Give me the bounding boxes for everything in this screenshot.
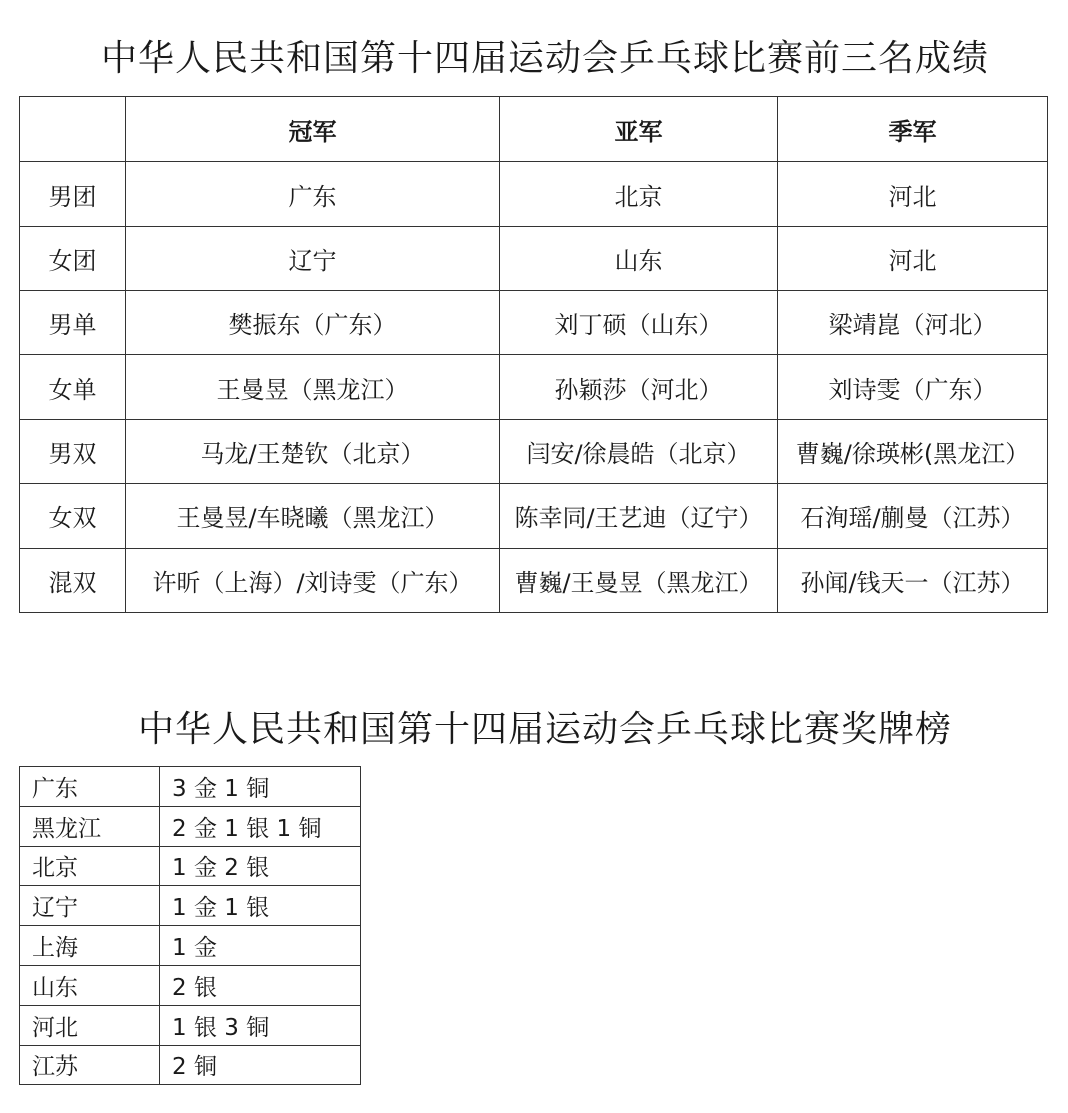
team-cell: 辽宁 bbox=[20, 886, 160, 926]
team-cell: 广东 bbox=[20, 767, 160, 807]
bronze-cell: 梁靖崑（河北） bbox=[778, 291, 1048, 355]
table-row bbox=[20, 926, 361, 966]
header-bronze: 季军 bbox=[778, 97, 1048, 162]
medal-count-cell: 2 铜 bbox=[160, 1045, 361, 1085]
bronze-cell: 曹巍/徐瑛彬(黑龙江） bbox=[778, 419, 1048, 483]
table-row bbox=[20, 419, 1048, 483]
gold-cell: 樊振东（广东） bbox=[126, 291, 500, 355]
bronze-cell: 孙闻/钱天一（江苏） bbox=[778, 548, 1048, 612]
medal-count-cell: 1 金 2 银 bbox=[160, 846, 361, 886]
gold-cell: 王曼昱（黑龙江） bbox=[126, 355, 500, 419]
table-row bbox=[20, 162, 1048, 226]
team-cell: 北京 bbox=[20, 846, 160, 886]
medal-count-cell: 2 金 1 银 1 铜 bbox=[160, 806, 361, 846]
results-header-row bbox=[20, 97, 1048, 162]
gold-cell: 广东 bbox=[126, 162, 500, 226]
silver-cell: 曹巍/王曼昱（黑龙江） bbox=[500, 548, 778, 612]
gold-cell: 马龙/王楚钦（北京） bbox=[126, 419, 500, 483]
event-cell: 女双 bbox=[20, 484, 126, 548]
medal-count-cell: 1 银 3 铜 bbox=[160, 1005, 361, 1045]
medal-count-cell: 1 金 bbox=[160, 926, 361, 966]
event-cell: 男团 bbox=[20, 162, 126, 226]
medals-title: 中华人民共和国第十四届运动会乒乓球比赛奖牌榜 bbox=[137, 709, 952, 750]
table-row bbox=[20, 291, 1048, 355]
bronze-cell: 河北 bbox=[778, 226, 1048, 290]
table-row bbox=[20, 484, 1048, 548]
table-row bbox=[20, 886, 361, 926]
team-cell: 山东 bbox=[20, 965, 160, 1005]
table-row bbox=[20, 1005, 361, 1045]
table-row bbox=[20, 846, 361, 886]
event-cell: 女单 bbox=[20, 355, 126, 419]
bronze-cell: 石洵瑶/蒯曼（江苏） bbox=[778, 484, 1048, 548]
header-event bbox=[20, 97, 126, 162]
silver-cell: 北京 bbox=[500, 162, 778, 226]
gold-cell: 许昕（上海）/刘诗雯（广东） bbox=[126, 548, 500, 612]
event-cell: 男双 bbox=[20, 419, 126, 483]
event-cell: 女团 bbox=[20, 226, 126, 290]
table-row bbox=[20, 806, 361, 846]
silver-cell: 刘丁硕（山东） bbox=[500, 291, 778, 355]
silver-cell: 陈幸同/王艺迪（辽宁） bbox=[500, 484, 778, 548]
header-silver: 亚军 bbox=[500, 97, 778, 162]
table-row bbox=[20, 226, 1048, 290]
team-cell: 上海 bbox=[20, 926, 160, 966]
medals-table bbox=[19, 766, 361, 1085]
medal-count-cell: 1 金 1 银 bbox=[160, 886, 361, 926]
event-cell: 男单 bbox=[20, 291, 126, 355]
table-row bbox=[20, 355, 1048, 419]
team-cell: 黑龙江 bbox=[20, 806, 160, 846]
event-cell: 混双 bbox=[20, 548, 126, 612]
results-title: 中华人民共和国第十四届运动会乒乓球比赛前三名成绩 bbox=[100, 38, 989, 79]
gold-cell: 王曼昱/车晓曦（黑龙江） bbox=[126, 484, 500, 548]
silver-cell: 孙颖莎（河北） bbox=[500, 355, 778, 419]
table-row bbox=[20, 1045, 361, 1085]
silver-cell: 闫安/徐晨皓（北京） bbox=[500, 419, 778, 483]
header-gold: 冠军 bbox=[126, 97, 500, 162]
table-row bbox=[20, 965, 361, 1005]
medal-count-cell: 2 银 bbox=[160, 965, 361, 1005]
team-cell: 江苏 bbox=[20, 1045, 160, 1085]
results-table bbox=[19, 96, 1048, 613]
table-row bbox=[20, 548, 1048, 612]
bronze-cell: 刘诗雯（广东） bbox=[778, 355, 1048, 419]
medal-count-cell: 3 金 1 铜 bbox=[160, 767, 361, 807]
team-cell: 河北 bbox=[20, 1005, 160, 1045]
silver-cell: 山东 bbox=[500, 226, 778, 290]
table-row bbox=[20, 767, 361, 807]
gold-cell: 辽宁 bbox=[126, 226, 500, 290]
bronze-cell: 河北 bbox=[778, 162, 1048, 226]
